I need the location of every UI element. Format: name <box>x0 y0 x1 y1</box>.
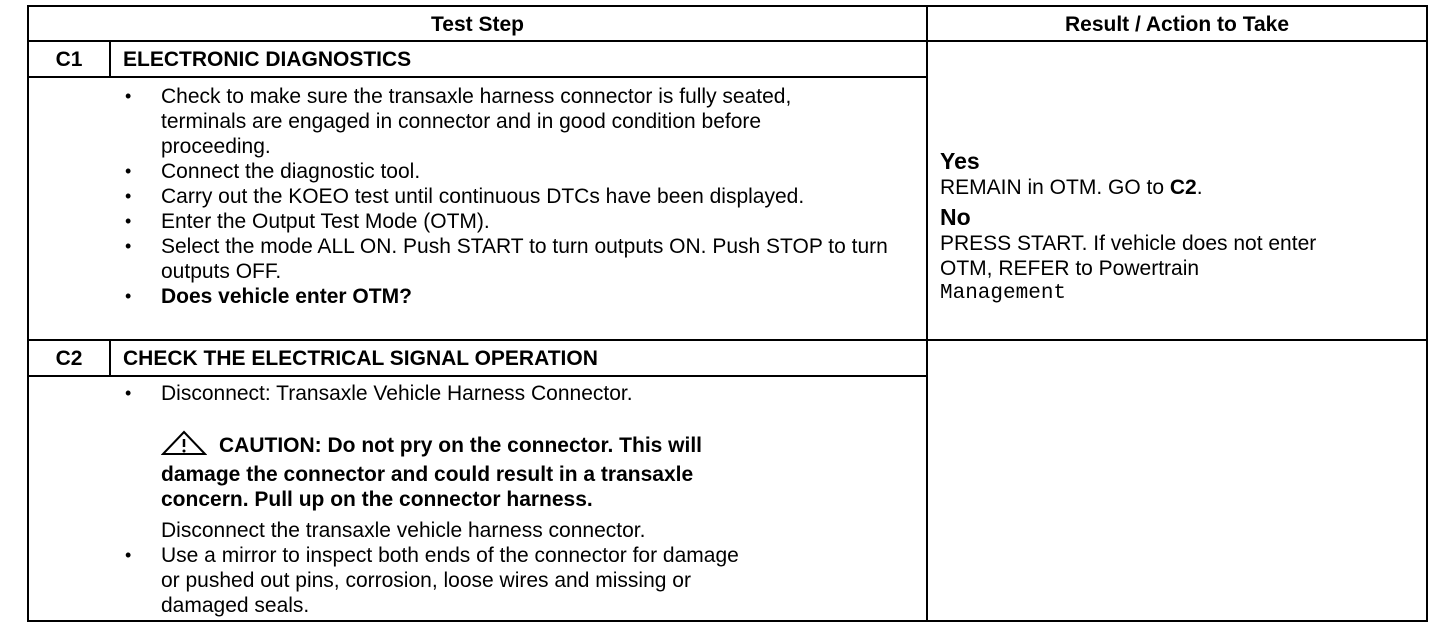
bullet-icon: • <box>125 186 132 206</box>
c1-result <box>940 147 1420 306</box>
caution-text: concern. Pull up on the connector harness. <box>161 488 593 511</box>
c1-instructions <box>109 84 919 309</box>
yes-action: REMAIN in OTM. GO to C2. <box>940 176 1203 199</box>
list-item: • Carry out the KOEO test until continuous DTCs have been displayed. <box>125 185 805 208</box>
bullet-icon: • <box>125 86 132 106</box>
bullet-icon: • <box>125 383 132 403</box>
caution-note <box>109 430 919 512</box>
step-title: ELECTRONIC DIAGNOSTICS <box>123 48 412 71</box>
list-item: • Select the mode ALL ON. Push START to turn outputs ON. Push STOP to turn outputs OFF. <box>125 235 888 283</box>
bullet-icon: • <box>125 545 132 565</box>
management-reference[interactable]: Management <box>940 282 1067 305</box>
step-title: CHECK THE ELECTRICAL SIGNAL OPERATION <box>123 347 598 370</box>
goto-c2-link[interactable]: C2 <box>1169 176 1197 199</box>
instruction-paragraph: Disconnect the transaxle vehicle harness connector. <box>161 519 646 542</box>
row-divider <box>29 339 1426 341</box>
list-item: • Check to make sure the transaxle harness connector is fully seated, terminals are engaged in connector and in good condition before proceeding. <box>125 85 792 158</box>
bullet-icon: • <box>125 286 132 306</box>
c1-title-divider <box>29 76 928 78</box>
no-action-line: OTM, REFER to Powertrain <box>940 257 1200 280</box>
bullet-icon: • <box>125 161 132 181</box>
yes-label: Yes <box>940 148 980 174</box>
step-id-divider-c1 <box>109 42 111 77</box>
caution-text: CAUTION: Do not pry on the connector. This will <box>219 434 702 457</box>
step-id: C1 <box>55 48 83 71</box>
caution-text: damage the connector and could result in a transaxle <box>161 463 694 486</box>
warning-triangle-icon <box>161 430 207 462</box>
list-item: • Use a mirror to inspect both ends of the connector for damage or pushed out pins, corrosion, loose wires and missing or damaged seals. <box>125 544 739 617</box>
step-id-divider-c2 <box>109 341 111 376</box>
c2-instructions <box>109 381 919 618</box>
bullet-icon: • <box>125 236 132 256</box>
bullet-icon: • <box>125 211 132 231</box>
header-result-action: Result / Action to Take <box>1064 13 1290 36</box>
list-item: • Does vehicle enter OTM? <box>125 285 412 308</box>
no-action-line: PRESS START. If vehicle does not enter <box>940 232 1317 255</box>
c2-title-divider <box>29 375 928 377</box>
header-test-step: Test Step <box>431 13 524 36</box>
column-divider <box>926 7 928 620</box>
list-item: • Enter the Output Test Mode (OTM). <box>125 210 490 233</box>
diagnostic-table <box>27 5 1428 622</box>
step-id: C2 <box>55 347 83 370</box>
list-item: • Disconnect: Transaxle Vehicle Harness Connector. <box>125 382 633 405</box>
no-label: No <box>940 204 971 230</box>
list-item: • Connect the diagnostic tool. <box>125 160 421 183</box>
